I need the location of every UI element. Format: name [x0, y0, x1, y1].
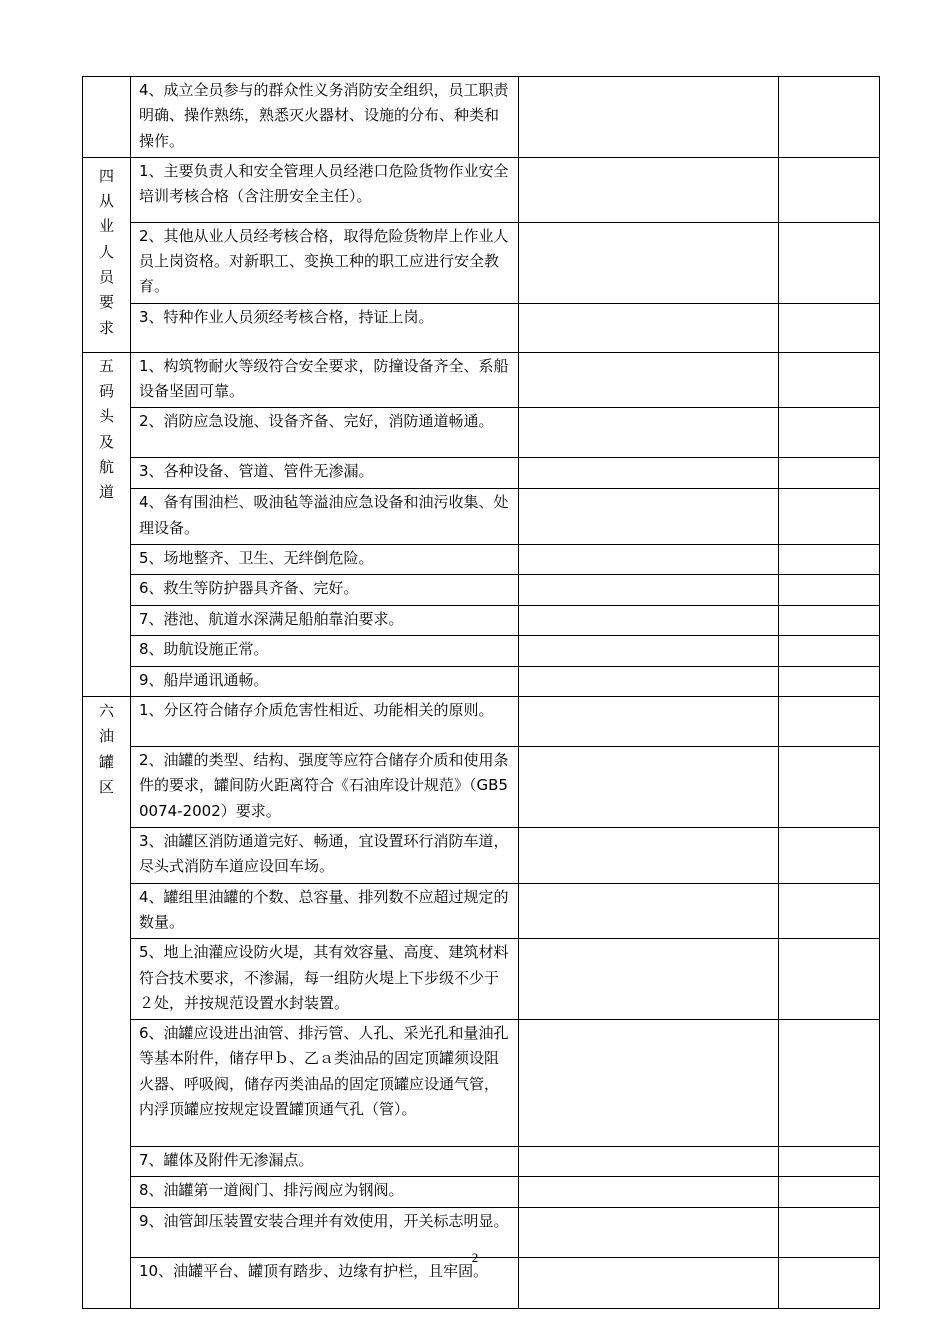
remark-cell[interactable] — [779, 747, 880, 828]
remark-cell[interactable] — [779, 939, 880, 1020]
table-row — [83, 408, 880, 458]
check-item: 6、救生等防护器具齐备、完好。 — [131, 575, 519, 605]
check-item: 6、油罐应设进出油管、排污管、人孔、采光孔和量油孔等基本附件，储存甲ｂ、乙ａ类油品的固定顶罐须设阻火器、呼吸阀，储存丙类油品的固定顶罐应设通气管，内浮顶罐应按规定设置罐顶通气孔（管）。 — [131, 1020, 519, 1147]
result-cell[interactable] — [519, 352, 779, 408]
table-row — [83, 544, 880, 574]
result-cell[interactable] — [519, 77, 779, 158]
check-item: 3、各种设备、管道、管件无渗漏。 — [131, 458, 519, 489]
result-cell[interactable] — [519, 458, 779, 489]
result-cell[interactable] — [519, 828, 779, 884]
check-item: 8、助航设施正常。 — [131, 635, 519, 666]
check-item: 3、特种作业人员须经考核合格，持证上岗。 — [131, 303, 519, 352]
remark-cell[interactable] — [779, 303, 880, 352]
table-row — [83, 489, 880, 545]
section-label-cell — [83, 697, 131, 1309]
check-item: 5、场地整齐、卫生、无绊倒危险。 — [131, 544, 519, 574]
remark-cell[interactable] — [779, 77, 880, 158]
remark-cell[interactable] — [779, 458, 880, 489]
remark-cell[interactable] — [779, 1177, 880, 1207]
check-item: 7、港池、航道水深满足船舶靠泊要求。 — [131, 605, 519, 635]
inspection-table — [82, 76, 880, 1309]
table-row — [83, 458, 880, 489]
remark-cell[interactable] — [779, 883, 880, 939]
result-cell[interactable] — [519, 697, 779, 747]
table-row — [83, 77, 880, 158]
result-cell[interactable] — [519, 666, 779, 696]
table-row — [83, 1177, 880, 1207]
table-row — [83, 303, 880, 352]
table-row — [83, 635, 880, 666]
remark-cell[interactable] — [779, 575, 880, 605]
table-row — [83, 666, 880, 696]
result-cell[interactable] — [519, 408, 779, 458]
result-cell[interactable] — [519, 157, 779, 222]
table-row — [83, 575, 880, 605]
table-row — [83, 697, 880, 747]
remark-cell[interactable] — [779, 408, 880, 458]
result-cell[interactable] — [519, 883, 779, 939]
remark-cell[interactable] — [779, 1147, 880, 1177]
check-item: 7、罐体及附件无渗漏点。 — [131, 1147, 519, 1177]
remark-cell[interactable] — [779, 157, 880, 222]
result-cell[interactable] — [519, 747, 779, 828]
remark-cell[interactable] — [779, 352, 880, 408]
check-item: 9、船岸通讯通畅。 — [131, 666, 519, 696]
result-cell[interactable] — [519, 303, 779, 352]
section-label-five: 五码头及航道 — [98, 356, 114, 502]
table-row — [83, 828, 880, 884]
check-item: 8、油罐第一道阀门、排污阀应为钢阀。 — [131, 1177, 519, 1207]
check-item: 4、罐组里油罐的个数、总容量、排列数不应超过规定的数量。 — [131, 883, 519, 939]
section-label-six: 六油罐区 — [98, 702, 114, 797]
check-item: 1、主要负责人和安全管理人员经港口危险货物作业安全培训考核合格（含注册安全主任）。 — [131, 157, 519, 222]
result-cell[interactable] — [519, 1147, 779, 1177]
check-item: 3、油罐区消防通道完好、畅通，宜设置环行消防车道，尽头式消防车道应设回车场。 — [131, 828, 519, 884]
check-item: 1、构筑物耐火等级符合安全要求，防撞设备齐全、系船设备坚固可靠。 — [131, 352, 519, 408]
check-item: 1、分区符合储存介质危害性相近、功能相关的原则。 — [131, 697, 519, 747]
remark-cell[interactable] — [779, 222, 880, 303]
table-row — [83, 352, 880, 408]
table-row — [83, 1147, 880, 1177]
remark-cell[interactable] — [779, 1020, 880, 1147]
check-item: 2、油罐的类型、结构、强度等应符合储存介质和使用条件的要求，罐间防火距离符合《石油库设计规范》（GB50074-2002）要求。 — [131, 747, 519, 828]
remark-cell[interactable] — [779, 605, 880, 635]
section-label-cell — [83, 157, 131, 352]
result-cell[interactable] — [519, 939, 779, 1020]
remark-cell[interactable] — [779, 635, 880, 666]
section-label-cell — [83, 352, 131, 696]
check-item: 2、消防应急设施、设备齐备、完好，消防通道畅通。 — [131, 408, 519, 458]
result-cell[interactable] — [519, 544, 779, 574]
remark-cell[interactable] — [779, 828, 880, 884]
check-item: 9、油管卸压装置安装合理并有效使用，开关标志明显。 — [131, 1207, 519, 1257]
result-cell[interactable] — [519, 575, 779, 605]
table-row — [83, 747, 880, 828]
check-item: 4、成立全员参与的群众性义务消防安全组织，员工职责明确、操作熟练，熟悉灭火器材、设施的分布、种类和操作。 — [131, 77, 519, 158]
result-cell[interactable] — [519, 222, 779, 303]
check-item: 4、备有围油栏、吸油毡等溢油应急设备和油污收集、处理设备。 — [131, 489, 519, 545]
remark-cell[interactable] — [779, 489, 880, 545]
remark-cell[interactable] — [779, 544, 880, 574]
remark-cell[interactable] — [779, 697, 880, 747]
table-row — [83, 1020, 880, 1147]
result-cell[interactable] — [519, 635, 779, 666]
check-item: 10、油罐平台、罐顶有踏步、边缘有护栏，且牢固。 — [131, 1257, 519, 1308]
check-item: 5、地上油灌应设防火堤，其有效容量、高度、建筑材料符合技术要求，不渗漏，每一组防火堤上下步级不少于２处，并按规范设置水封装置。 — [131, 939, 519, 1020]
table-row — [83, 222, 880, 303]
table-row — [83, 605, 880, 635]
remark-cell[interactable] — [779, 666, 880, 696]
result-cell[interactable] — [519, 1177, 779, 1207]
page-number: 2 — [471, 1250, 479, 1265]
section-label-four: 四从业人员要求 — [98, 166, 114, 337]
result-cell[interactable] — [519, 1020, 779, 1147]
check-item: 2、其他从业人员经考核合格，取得危险货物岸上作业人员上岗资格。对新职工、变换工种的职工应进行安全教育。 — [131, 222, 519, 303]
section-label-cell — [83, 77, 131, 158]
result-cell[interactable] — [519, 489, 779, 545]
table-row — [83, 157, 880, 222]
table-row — [83, 939, 880, 1020]
table-row — [83, 883, 880, 939]
result-cell[interactable] — [519, 605, 779, 635]
